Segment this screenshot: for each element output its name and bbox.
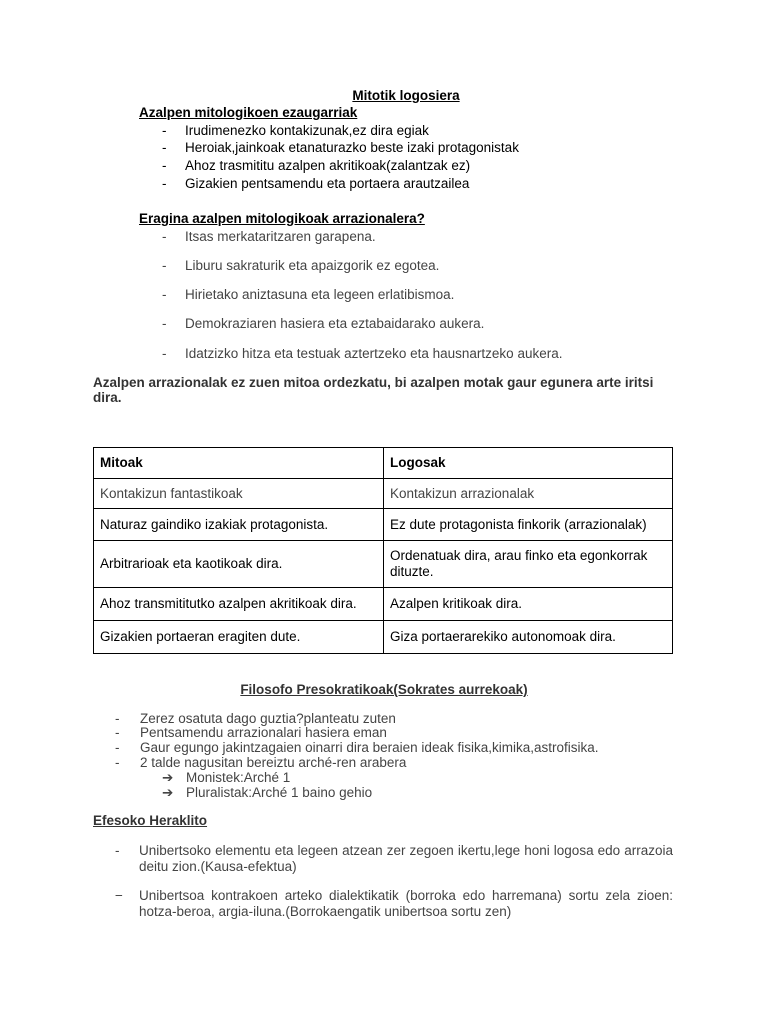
table-cell: Giza portaerarekiko autonomoak dira. xyxy=(384,621,673,654)
dash-bullet: - xyxy=(162,258,167,273)
paragraph-item: Unibertsoko elementu eta legeen atzean zer zegoen ikertu,lege honi logosa edo arrazoia deitu zion.(Kausa-efektua) xyxy=(139,843,673,874)
list-subitem xyxy=(0,770,768,786)
comparison-table xyxy=(93,447,673,654)
table-cell: Azalpen kritikoak dira. xyxy=(384,588,673,621)
dash-bullet: - xyxy=(162,123,167,138)
table-cell: Ordenatuak dira, arau finko eta egonkorrak dituzte. xyxy=(384,541,673,588)
dash-bullet: - xyxy=(162,140,167,155)
list-item xyxy=(0,316,768,332)
list-item xyxy=(0,123,768,139)
list-item-text: Liburu sakraturik eta apaizgorik ez egotea. xyxy=(185,258,440,273)
list-item xyxy=(0,176,768,192)
arrow-right-icon: ➔ xyxy=(162,770,174,785)
table-cell: Kontakizun fantastikoak xyxy=(94,479,384,509)
list-item xyxy=(0,740,768,756)
list-item-text: Demokraziaren hasiera eta eztabaidarako aukera. xyxy=(185,316,485,331)
table-cell: Naturaz gaindiko izakiak protagonista. xyxy=(94,509,384,541)
list-item xyxy=(0,140,768,156)
list-item-text: 2 talde nagusitan bereiztu arché-ren arabera xyxy=(140,755,407,770)
section-heading-heraklito: Efesoko Heraklito xyxy=(93,813,208,828)
list-item-text: Heroiak,jainkoak etanaturazko beste izaki protagonistak xyxy=(185,140,519,155)
list-item-text: Monistek:Arché 1 xyxy=(186,770,291,785)
list-item-text: Gizakien pentsamendu eta portaera arautzailea xyxy=(185,176,470,191)
table-row xyxy=(94,479,673,509)
page-title: Mitotik logosiera xyxy=(352,88,460,103)
table-row xyxy=(94,541,673,588)
dash-bullet: − xyxy=(115,888,123,903)
table-cell: Kontakizun arrazionalak xyxy=(384,479,673,509)
list-item xyxy=(0,258,768,274)
list-item xyxy=(0,287,768,303)
section-heading-influence: Eragina azalpen mitologikoak arrazionalera? xyxy=(139,211,425,226)
table-row xyxy=(94,509,673,541)
list-item xyxy=(0,346,768,362)
dash-bullet: - xyxy=(162,287,167,302)
dash-bullet: - xyxy=(115,711,120,726)
list-item xyxy=(0,725,768,741)
conclusion-paragraph: Azalpen arrazionalak ez zuen mitoa ordezkatu, bi azalpen motak gaur egunera arte iritsi dira. xyxy=(93,375,654,405)
list-item-text: Irudimenezko kontakizunak,ez dira egiak xyxy=(185,123,429,138)
list-item xyxy=(0,229,768,245)
list-item-text: Pentsamendu arrazionalari hasiera eman xyxy=(140,725,387,740)
list-item-text: Pluralistak:Arché 1 baino gehio xyxy=(186,785,373,800)
dash-bullet: - xyxy=(162,316,167,331)
section-heading-presocratics: Filosofo Presokratikoak(Sokrates aurrekoak) xyxy=(240,682,528,697)
table-cell: Ez dute protagonista finkorik (arrazionalak) xyxy=(384,509,673,541)
section-heading-characteristics: Azalpen mitologikoen ezaugarriak xyxy=(139,105,358,120)
dash-bullet: - xyxy=(115,843,120,858)
list-item-text: Ahoz trasmititu azalpen akritikoak(zalantzak ez) xyxy=(185,158,471,173)
dash-bullet: - xyxy=(162,229,167,244)
list-subitem xyxy=(0,785,768,801)
dash-bullet: - xyxy=(162,158,167,173)
table-row xyxy=(94,621,673,654)
table-header-row xyxy=(94,448,673,479)
arrow-right-icon: ➔ xyxy=(162,785,174,800)
list-item-text: Itsas merkataritzaren garapena. xyxy=(185,229,376,244)
dash-bullet: - xyxy=(162,346,167,361)
table-cell: Gizakien portaeran eragiten dute. xyxy=(94,621,384,654)
list-item-text: Gaur egungo jakintzagaien oinarri dira beraien ideak fisika,kimika,astrofisika. xyxy=(140,740,599,755)
list-item xyxy=(0,158,768,174)
paragraph-item: Unibertsoa kontrakoen arteko dialektikatik (borroka edo harremana) sortu zela zioen: hotza-beroa, argia-iluna.(Borrokaengatik unibertsoa sortu zen) xyxy=(139,888,673,919)
dash-bullet: - xyxy=(115,755,120,770)
table-cell: Ahoz transmititutko azalpen akritikoak dira. xyxy=(94,588,384,621)
table-cell: Arbitrarioak eta kaotikoak dira. xyxy=(94,541,384,588)
dash-bullet: - xyxy=(115,725,120,740)
table-header-cell: Mitoak xyxy=(94,448,384,479)
list-item-text: Zerez osatuta dago guztia?planteatu zuten xyxy=(140,711,396,726)
dash-bullet: - xyxy=(115,740,120,755)
table-row xyxy=(94,588,673,621)
list-item xyxy=(0,755,768,771)
list-item-text: Idatzizko hitza eta testuak aztertzeko eta hausnartzeko aukera. xyxy=(185,346,563,361)
table-header-cell: Logosak xyxy=(384,448,673,479)
list-item-text: Hirietako aniztasuna eta legeen erlatibismoa. xyxy=(185,287,455,302)
dash-bullet: - xyxy=(162,176,167,191)
